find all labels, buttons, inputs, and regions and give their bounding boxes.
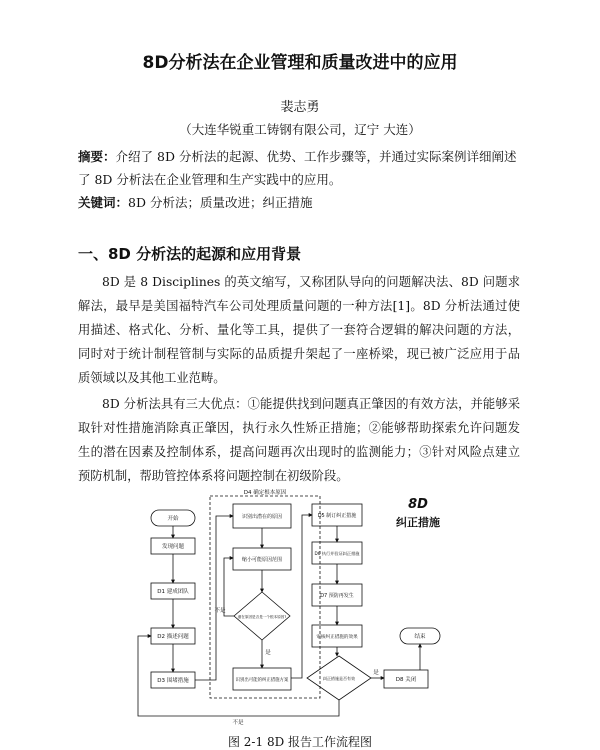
paragraph: 8D 分析法具有三大优点：①能提供找到问题真正肇因的有效方法，并能够采取针对性措施消除真正肇因，执行永久性矫正措施；②能够帮助探索允许问题发生的潜在因素及控制体系，提高问题再次出现时的监测能力；③针对风险点建立预防机制，帮助管控体系将问题控制在初级阶段。: [78, 397, 520, 483]
find-text: 发现问题: [161, 544, 185, 550]
review-text: 审核纠正措施的效果: [316, 635, 358, 640]
keywords-label: 关键词：: [78, 195, 129, 210]
d2-text: D2 描述问题: [157, 634, 189, 640]
d5-text: D5 制订纠正措施: [317, 513, 357, 519]
figure-heading-top: 8D: [408, 497, 428, 512]
page-title: 8D分析法在企业管理和质量改进中的应用: [142, 53, 458, 73]
d8-text: D8 关闭: [395, 677, 417, 683]
diamond-text: 潜在原因是否是一个根本原因?: [237, 615, 287, 619]
start-text: 开始: [167, 516, 179, 522]
effective-text: 纠正措施是否有效: [323, 676, 355, 681]
abstract-label: 摘要：: [78, 149, 116, 164]
figure-caption: 图 2-1 8D 报告工作流程图: [227, 735, 373, 749]
section-heading: 一、8D 分析法的起源和应用背景: [78, 245, 302, 263]
no-label: 不是: [214, 608, 226, 614]
keywords-text: 8D 分析法；质量改进；纠正措施: [128, 195, 313, 210]
identify-text: 识别出潜在的原因: [241, 514, 283, 520]
verify-text: 识别出可能的纠正措施方案: [235, 678, 289, 683]
paragraph: 8D 是 8 Disciplines 的英文缩写，又称团队导向的问题解决法、8D 问题求解法，最早是美国福特汽车公司处理质量问题的一种方法[1]。8D 分析法通过使用描述、格式化、分析、量化等工具，提供了一套符合逻辑的解决问题的方法，同时对于统计制程管制与实际的品质提升架起了一座桥梁，现已被广泛应用于品质领域以及其他工业范畴。: [78, 275, 520, 385]
narrow-text: 缩小可能原因范围: [241, 557, 283, 563]
d7-text: D7 预防再发生: [320, 593, 354, 599]
author: 裴志勇: [280, 100, 320, 115]
abstract-text: 介绍了 8D 分析法的起源、优势、工作步骤等，并通过实际案例详细阐述了 8D 分析法在企业管理和生产实践中的应用。: [78, 149, 517, 187]
no-label: 不是: [232, 720, 244, 726]
yes-label: 是: [265, 650, 271, 656]
d4-label: D4 确定根本原因: [243, 490, 287, 496]
affiliation: （大连华锐重工铸钢有限公司，辽宁 大连）: [179, 122, 421, 137]
figure-heading-bottom: 纠正措施: [396, 516, 440, 529]
d3-text: D3 围堵措施: [157, 678, 189, 684]
yes-label: 是: [373, 670, 379, 676]
d1-text: D1 建成团队: [157, 589, 189, 595]
flowchart: [108, 488, 508, 728]
abstract: [78, 145, 528, 191]
keywords: [78, 193, 528, 211]
d6-text: D6 执行并验证纠正措施: [314, 551, 360, 556]
end-text: 结束: [414, 634, 426, 640]
